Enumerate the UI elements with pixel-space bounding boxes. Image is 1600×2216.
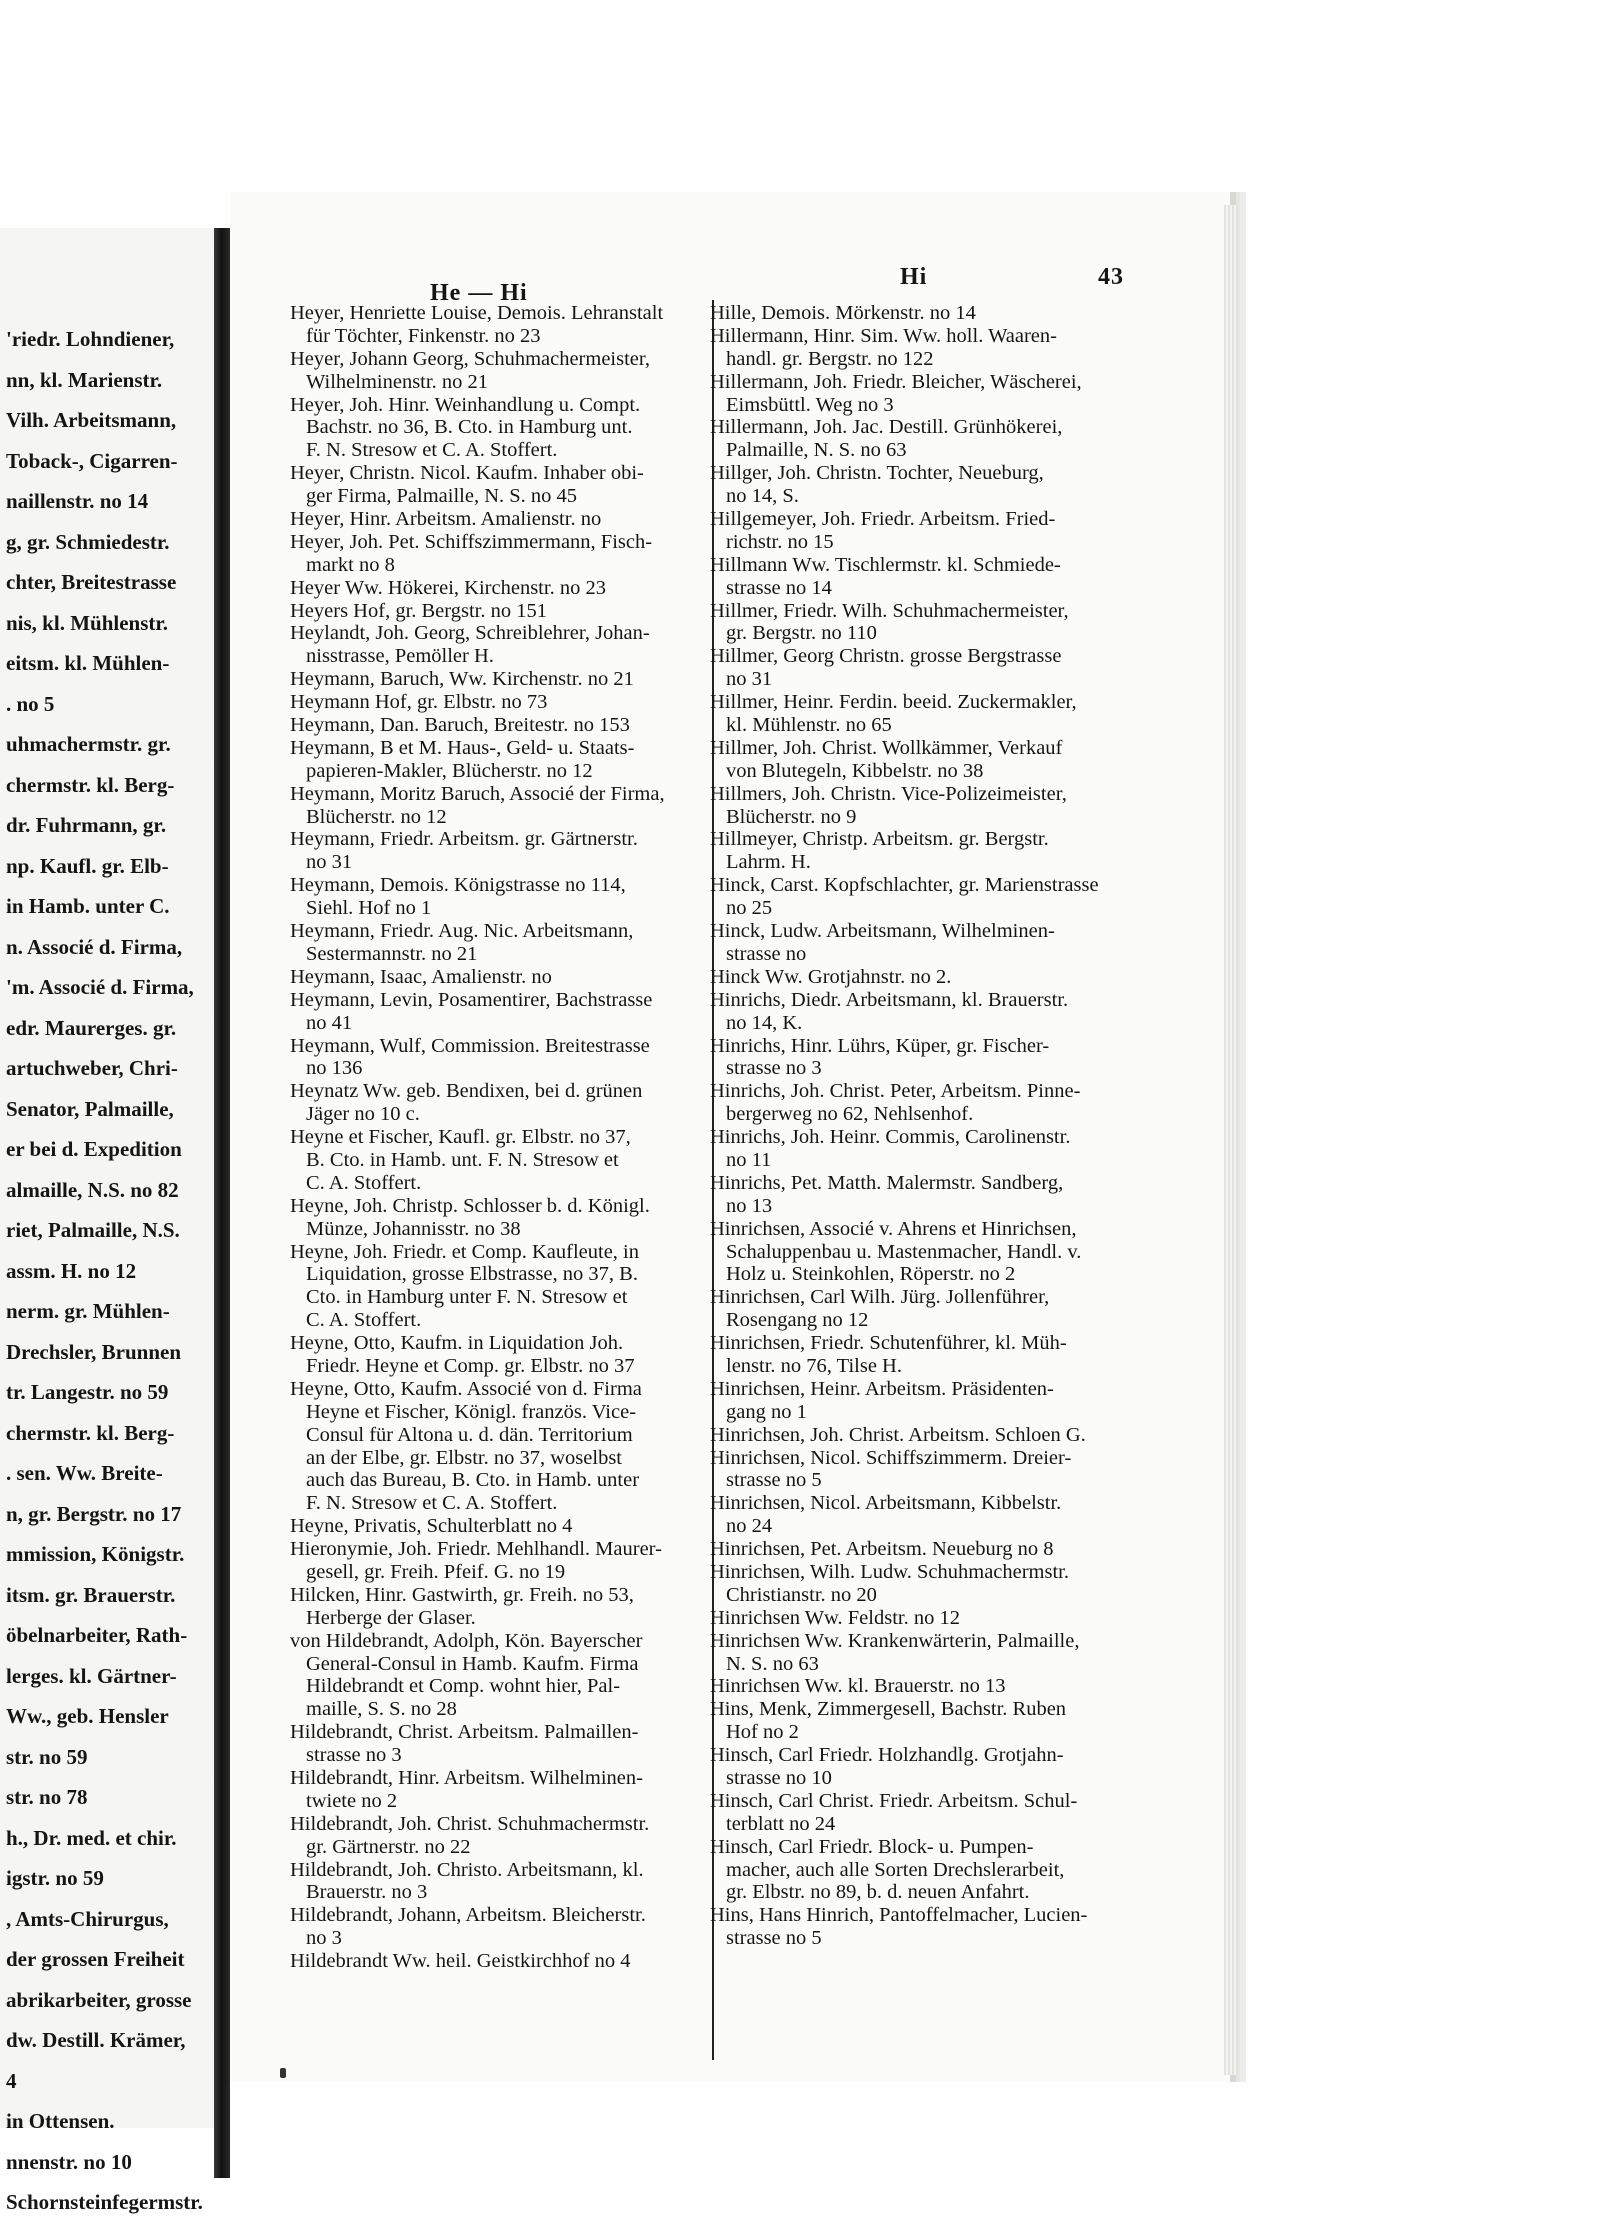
- entry-continuation: no 31: [306, 851, 353, 874]
- directory-entry: Hinrichsen, Carl Wilh. Jürg. Jollenführer,: [710, 1286, 1050, 1309]
- directory-entry: Hildebrandt, Hinr. Arbeitsm. Wilhelminen-: [290, 1767, 643, 1789]
- entry-continuation: strasse no 14: [726, 576, 832, 599]
- left-page-line: str. no 78: [6, 1785, 88, 1809]
- print-mark: [280, 2068, 286, 2078]
- entry-continuation: C. A. Stoffert.: [306, 1171, 422, 1194]
- directory-entry: Heymann, B et M. Haus-, Geld- u. Staats-: [290, 736, 635, 759]
- left-page-line: in Hamb. unter C.: [6, 894, 170, 918]
- directory-entry: Hildebrandt Ww. heil. Geistkirchhof no 4: [290, 1950, 631, 1973]
- entry-continuation: gr. Gärtnerstr. no 22: [306, 1835, 471, 1858]
- entry-continuation: no 14, K.: [726, 1011, 803, 1034]
- entry-continuation: no 136: [306, 1057, 363, 1080]
- left-page-line: uhmachermstr. gr.: [6, 732, 171, 756]
- entry-continuation: ger Firma, Palmaille, N. S. no 45: [306, 485, 578, 508]
- left-page-line: itsm. gr. Brauerstr.: [6, 1582, 176, 1607]
- entry-continuation: Hildebrandt et Comp. wohnt hier, Pal-: [306, 1675, 621, 1698]
- entry-continuation: markt no 8: [306, 553, 395, 576]
- left-page-line: eitsm. kl. Mühlen-: [6, 651, 170, 675]
- entry-continuation: von Blutegeln, Kibbelstr. no 38: [726, 759, 984, 782]
- entry-continuation: an der Elbe, gr. Elbstr. no 37, woselbst: [306, 1446, 622, 1469]
- entry-continuation: papieren-Makler, Blücherstr. no 12: [306, 759, 593, 782]
- left-page-line: g, gr. Schmiedestr.: [6, 529, 170, 554]
- left-page-line: Senator, Palmaille,: [6, 1096, 174, 1121]
- entry-continuation: gr. Elbstr. no 89, b. d. neuen Anfahrt.: [726, 1881, 1030, 1904]
- entry-continuation: Blücherstr. no 12: [306, 805, 447, 828]
- entry-continuation: Friedr. Heyne et Comp. gr. Elbstr. no 37: [306, 1354, 635, 1377]
- directory-entry: Heyers Hof, gr. Bergstr. no 151: [290, 599, 547, 622]
- left-page-line: Ww., geb. Hensler: [6, 1704, 169, 1728]
- directory-entry: Heymann, Baruch, Ww. Kirchenstr. no 21: [290, 668, 634, 691]
- left-page-line: nn, kl. Marienstr.: [6, 367, 163, 392]
- directory-entry: Hinck, Carst. Kopfschlachter, gr. Marienstrasse: [710, 874, 1099, 897]
- directory-entry: Heyne, Joh. Christp. Schlosser b. d. Königl.: [290, 1194, 650, 1217]
- directory-entry: Hinck, Ludw. Arbeitsmann, Wilhelminen-: [710, 920, 1055, 943]
- left-page-line: nnenstr. no 10: [6, 2149, 132, 2174]
- directory-entry: Hillmer, Friedr. Wilh. Schuhmachermeister,: [710, 599, 1069, 622]
- entry-continuation: Christianstr. no 20: [726, 1583, 877, 1606]
- directory-entry: Heyer, Johann Georg, Schuhmachermeister,: [290, 347, 651, 370]
- directory-entry: Heyne, Otto, Kaufm. in Liquidation Joh.: [290, 1332, 624, 1355]
- directory-entry: Hinrichsen, Associé v. Ahrens et Hinrichsen,: [710, 1217, 1077, 1240]
- directory-entry: Hinrichsen, Pet. Arbeitsm. Neueburg no 8: [710, 1538, 1054, 1561]
- directory-entry: Hinrichs, Pet. Matth. Malermstr. Sandberg,: [710, 1171, 1064, 1194]
- directory-entry: Hildebrandt, Joh. Christo. Arbeitsmann, kl.: [290, 1858, 644, 1881]
- entry-continuation: strasse no 3: [306, 1744, 402, 1767]
- directory-entry: Heyne, Joh. Friedr. et Comp. Kaufleute, in: [290, 1240, 640, 1263]
- entry-continuation: gang no 1: [726, 1400, 807, 1423]
- left-page-line: almaille, N.S. no 82: [6, 1177, 179, 1202]
- page-number: 43: [1098, 264, 1124, 290]
- directory-entry: Hinrichsen Ww. kl. Brauerstr. no 13: [710, 1675, 1006, 1698]
- left-page-line: chermstr. kl. Berg-: [6, 1420, 175, 1445]
- entry-continuation: no 31: [726, 668, 773, 691]
- directory-entry: Heyne et Fischer, Kaufl. gr. Elbstr. no 37,: [290, 1126, 631, 1149]
- entry-continuation: richstr. no 15: [726, 530, 834, 553]
- directory-entry: Hillmer, Georg Christn. grosse Bergstrasse: [710, 645, 1062, 668]
- left-page-line: lerges. kl. Gärtner-: [6, 1663, 177, 1688]
- left-page-line: 4: [6, 2068, 17, 2093]
- directory-entry: Hinsch, Carl Friedr. Block- u. Pumpen-: [710, 1835, 1034, 1858]
- entry-continuation: no 11: [726, 1148, 772, 1171]
- directory-column-right: [710, 302, 1150, 1950]
- directory-entry: Heymann, Demois. Königstrasse no 114,: [290, 874, 626, 897]
- directory-entry: Heymann, Friedr. Arbeitsm. gr. Gärtnerstr.: [290, 828, 638, 851]
- entry-continuation: Hof no 2: [726, 1721, 799, 1744]
- directory-entry: Hillermann, Hinr. Sim. Ww. holl. Waaren-: [710, 324, 1057, 347]
- entry-continuation: auch das Bureau, B. Cto. in Hamb. unter: [306, 1469, 640, 1492]
- entry-continuation: Brauerstr. no 3: [306, 1881, 428, 1904]
- left-page-line: öbelnarbeiter, Rath-: [6, 1623, 188, 1647]
- directory-entry: Hillermann, Joh. Friedr. Bleicher, Wäscherei,: [710, 370, 1082, 393]
- entry-continuation: Jäger no 10 c.: [306, 1103, 420, 1126]
- directory-entry: Heymann, Moritz Baruch, Associé der Firma,: [290, 782, 665, 805]
- left-page-line: dw. Destill. Krämer,: [6, 2028, 186, 2052]
- entry-continuation: strasse no 5: [726, 1469, 822, 1492]
- entry-continuation: maille, S. S. no 28: [306, 1698, 457, 1721]
- left-page-line: Vilh. Arbeitsmann,: [6, 408, 177, 432]
- entry-continuation: Lahrm. H.: [726, 851, 811, 874]
- entry-continuation: Schaluppenbau u. Mastenmacher, Handl. v.: [726, 1240, 1082, 1263]
- left-page-line: chter, Breitestrasse: [6, 570, 177, 594]
- directory-entry: Hildebrandt, Christ. Arbeitsm. Palmaillen-: [290, 1721, 639, 1744]
- left-page-fragment: [0, 228, 222, 2214]
- directory-entry: Heyne, Otto, Kaufm. Associé von d. Firma: [290, 1377, 642, 1400]
- left-page-line: . sen. Ww. Breite-: [6, 1461, 163, 1485]
- left-page-line: er bei d. Expedition: [6, 1137, 182, 1161]
- left-page-line: , Amts-Chirurgus,: [6, 1906, 169, 1931]
- left-page-line: assm. H. no 12: [6, 1258, 137, 1283]
- directory-entry: Hinrichsen, Heinr. Arbeitsm. Präsidenten-: [710, 1377, 1054, 1400]
- directory-entry: Hillmers, Joh. Christn. Vice-Polizeimeister,: [710, 782, 1067, 805]
- entry-continuation: Blücherstr. no 9: [726, 805, 857, 828]
- directory-entry: Heymann, Wulf, Commission. Breitestrasse: [290, 1034, 650, 1057]
- left-page-line: h., Dr. med. et chir.: [6, 1825, 177, 1850]
- directory-entry: Hinck Ww. Grotjahnstr. no 2.: [710, 965, 952, 988]
- left-page-line: artuchweber, Chri-: [6, 1056, 178, 1080]
- entry-continuation: Heyne et Fischer, Königl. französ. Vice-: [306, 1400, 637, 1423]
- directory-entry: Hillmann Ww. Tischlermstr. kl. Schmiede-: [710, 553, 1061, 576]
- entry-continuation: Cto. in Hamburg unter F. N. Stresow et: [306, 1286, 628, 1309]
- left-page-line: naillenstr. no 14: [6, 489, 149, 513]
- entry-continuation: Holz u. Steinkohlen, Röperstr. no 2: [726, 1263, 1016, 1286]
- directory-entry: Hinrichs, Hinr. Lührs, Küper, gr. Fischer-: [710, 1034, 1050, 1057]
- left-page-line: in Ottensen.: [6, 2109, 115, 2133]
- directory-entry: Hinrichsen, Joh. Christ. Arbeitsm. Schloen G.: [710, 1423, 1086, 1446]
- directory-entry: Hinrichsen, Nicol. Schiffszimmerm. Dreier-: [710, 1446, 1072, 1469]
- entry-continuation: macher, auch alle Sorten Drechslerarbeit,: [726, 1858, 1065, 1881]
- directory-entry: Heymann Hof, gr. Elbstr. no 73: [290, 691, 548, 714]
- entry-continuation: strasse no 3: [726, 1057, 822, 1080]
- directory-entry: Hillger, Joh. Christn. Tochter, Neueburg,: [710, 462, 1044, 485]
- directory-entry: Hinrichs, Joh. Christ. Peter, Arbeitsm. Pinne-: [710, 1080, 1081, 1103]
- directory-entry: Hinsch, Carl Christ. Friedr. Arbeitsm. Schul-: [710, 1789, 1078, 1812]
- directory-entry: Hieronymie, Joh. Friedr. Mehlhandl. Maurer-: [290, 1538, 662, 1561]
- directory-entry: Heyer Ww. Hökerei, Kirchenstr. no 23: [290, 576, 606, 599]
- directory-entry: Heyer, Henriette Louise, Demois. Lehranstalt: [290, 302, 664, 324]
- directory-entry: Hillmeyer, Christp. Arbeitsm. gr. Bergstr.: [710, 828, 1049, 851]
- entry-continuation: Bachstr. no 36, B. Cto. in Hamburg unt.: [306, 416, 633, 439]
- entry-continuation: strasse no 10: [726, 1767, 832, 1789]
- directory-entry: Hillmer, Joh. Christ. Wollkämmer, Verkauf: [710, 736, 1063, 759]
- entry-continuation: strasse no: [726, 942, 807, 965]
- left-page-line: n, gr. Bergstr. no 17: [6, 1501, 182, 1526]
- left-page-line: chermstr. kl. Berg-: [6, 772, 175, 797]
- entry-continuation: gr. Bergstr. no 110: [726, 622, 877, 645]
- entry-continuation: C. A. Stoffert.: [306, 1309, 422, 1332]
- entry-continuation: no 13: [726, 1194, 773, 1217]
- entry-continuation: handl. gr. Bergstr. no 122: [726, 347, 934, 370]
- directory-entry: Heymann, Levin, Posamentirer, Bachstrasse: [290, 988, 653, 1011]
- entry-continuation: Wilhelminenstr. no 21: [306, 370, 488, 393]
- entry-continuation: Consul für Altona u. d. dän. Territorium: [306, 1423, 633, 1446]
- entry-continuation: General-Consul in Hamb. Kaufm. Firma: [306, 1652, 639, 1675]
- left-page-line: mmission, Königstr.: [6, 1542, 185, 1566]
- entry-continuation: Herberge der Glaser.: [306, 1606, 476, 1629]
- directory-entry: Hille, Demois. Mörkenstr. no 14: [710, 302, 976, 324]
- directory-entry: Hinrichsen, Nicol. Arbeitsmann, Kibbelstr.: [710, 1492, 1062, 1515]
- entry-continuation: für Töchter, Finkenstr. no 23: [306, 324, 541, 347]
- entry-continuation: no 3: [306, 1927, 342, 1950]
- left-page-line: 'riedr. Lohndiener,: [6, 327, 175, 351]
- directory-entry: von Hildebrandt, Adolph, Kön. Bayerscher: [290, 1629, 643, 1652]
- left-page-line: str. no 59: [6, 1744, 88, 1769]
- entry-continuation: terblatt no 24: [726, 1812, 836, 1835]
- entry-continuation: F. N. Stresow et C. A. Stoffert.: [306, 1492, 558, 1515]
- entry-continuation: B. Cto. in Hamb. unt. F. N. Stresow et: [306, 1148, 619, 1171]
- left-page-line: tr. Langestr. no 59: [6, 1380, 169, 1404]
- directory-entry: Heylandt, Joh. Georg, Schreiblehrer, Johan-: [290, 622, 650, 645]
- left-page-line: igstr. no 59: [6, 1866, 104, 1890]
- directory-entry: Heymann, Dan. Baruch, Breitestr. no 153: [290, 714, 630, 737]
- directory-entry: Hildebrandt, Joh. Christ. Schuhmachermstr.: [290, 1812, 650, 1835]
- entry-continuation: Palmaille, N. S. no 63: [726, 439, 907, 462]
- directory-entry: Hillmer, Heinr. Ferdin. beeid. Zuckermakler,: [710, 691, 1077, 714]
- left-page-line: Schornsteinfegermstr.: [6, 2190, 203, 2214]
- entry-continuation: gesell, gr. Freih. Pfeif. G. no 19: [306, 1560, 566, 1583]
- entry-continuation: twiete no 2: [306, 1789, 398, 1812]
- running-head-right: Hi: [900, 264, 928, 290]
- running-head-left: He — Hi: [430, 280, 528, 306]
- entry-continuation: nisstrasse, Pemöller H.: [306, 645, 494, 668]
- left-page-line: n. Associé d. Firma,: [6, 934, 183, 959]
- entry-continuation: no 24: [726, 1515, 773, 1538]
- directory-entry: Heyer, Christn. Nicol. Kaufm. Inhaber obi-: [290, 462, 644, 485]
- entry-continuation: Münze, Johannisstr. no 38: [306, 1217, 521, 1240]
- left-page-line: nis, kl. Mühlenstr.: [6, 610, 169, 635]
- book-spine-shadow: [214, 228, 230, 2178]
- directory-entry: Hinrichsen Ww. Feldstr. no 12: [710, 1606, 960, 1629]
- entry-continuation: Siehl. Hof no 1: [306, 897, 432, 920]
- left-page-line: der grossen Freiheit: [6, 1947, 185, 1971]
- entry-continuation: kl. Mühlenstr. no 65: [726, 714, 892, 737]
- directory-entry: Hinsch, Carl Friedr. Holzhandlg. Grotjahn-: [710, 1744, 1064, 1767]
- left-page-line: . no 5: [6, 691, 55, 716]
- entry-continuation: no 41: [306, 1011, 353, 1034]
- entry-continuation: no 25: [726, 897, 773, 920]
- entry-continuation: strasse no 5: [726, 1927, 822, 1950]
- entry-continuation: N. S. no 63: [726, 1652, 819, 1675]
- directory-entry: Hilcken, Hinr. Gastwirth, gr. Freih. no 53,: [290, 1583, 634, 1606]
- entry-continuation: bergerweg no 62, Nehlsenhof.: [726, 1103, 974, 1126]
- directory-entry: Hillermann, Joh. Jac. Destill. Grünhökerei,: [710, 416, 1063, 439]
- page-edge: [1224, 205, 1238, 2075]
- entry-continuation: Liquidation, grosse Elbstrasse, no 37, B.: [306, 1263, 638, 1286]
- left-page-line: riet, Palmaille, N.S.: [6, 1218, 180, 1242]
- left-page-line: 'm. Associé d. Firma,: [6, 975, 194, 999]
- directory-entry: Hinrichsen Ww. Krankenwärterin, Palmaille,: [710, 1629, 1080, 1652]
- directory-entry: Hinrichs, Joh. Heinr. Commis, Carolinenstr.: [710, 1126, 1071, 1149]
- directory-column-left: [290, 302, 718, 1973]
- entry-continuation: F. N. Stresow et C. A. Stoffert.: [306, 439, 558, 462]
- directory-entry: Hillgemeyer, Joh. Friedr. Arbeitsm. Fried-: [710, 508, 1056, 531]
- left-page-line: dr. Fuhrmann, gr.: [6, 813, 167, 837]
- directory-entry: Heyer, Joh. Pet. Schiffszimmermann, Fisch-: [290, 530, 653, 553]
- entry-continuation: no 14, S.: [726, 485, 799, 508]
- directory-entry: Hinrichs, Diedr. Arbeitsmann, kl. Brauerstr.: [710, 988, 1069, 1011]
- entry-continuation: Rosengang no 12: [726, 1309, 869, 1332]
- left-page-line: Drechsler, Brunnen: [6, 1339, 182, 1364]
- left-page-line: Toback-, Cigarren-: [6, 448, 178, 473]
- directory-entry: Heynatz Ww. geb. Bendixen, bei d. grünen: [290, 1080, 643, 1103]
- directory-entry: Heymann, Isaac, Amalienstr. no: [290, 965, 552, 988]
- left-page-line: abrikarbeiter, grosse: [6, 1987, 192, 2012]
- left-page-line: edr. Maurerges. gr.: [6, 1015, 177, 1040]
- entry-continuation: lenstr. no 76, Tilse H.: [726, 1354, 902, 1377]
- entry-continuation: Sestermannstr. no 21: [306, 942, 478, 965]
- directory-entry: Heyne, Privatis, Schulterblatt no 4: [290, 1515, 573, 1538]
- directory-entry: Hinrichsen, Friedr. Schutenführer, kl. Müh-: [710, 1332, 1067, 1355]
- directory-entry: Heymann, Friedr. Aug. Nic. Arbeitsmann,: [290, 920, 634, 943]
- directory-entry: Hins, Hans Hinrich, Pantoffelmacher, Lucien-: [710, 1904, 1088, 1927]
- left-page-line: np. Kaufl. gr. Elb-: [6, 853, 169, 878]
- left-page-line: nerm. gr. Mühlen-: [6, 1299, 170, 1323]
- directory-entry: Hinrichsen, Wilh. Ludw. Schuhmachermstr.: [710, 1560, 1070, 1583]
- directory-entry: Heyer, Hinr. Arbeitsm. Amalienstr. no: [290, 508, 602, 531]
- directory-entry: Hins, Menk, Zimmergesell, Bachstr. Ruben: [710, 1698, 1067, 1721]
- directory-entry: Hildebrandt, Johann, Arbeitsm. Bleicherstr.: [290, 1904, 646, 1927]
- directory-entry: Heyer, Joh. Hinr. Weinhandlung u. Compt.: [290, 393, 641, 416]
- entry-continuation: Eimsbüttl. Weg no 3: [726, 393, 894, 416]
